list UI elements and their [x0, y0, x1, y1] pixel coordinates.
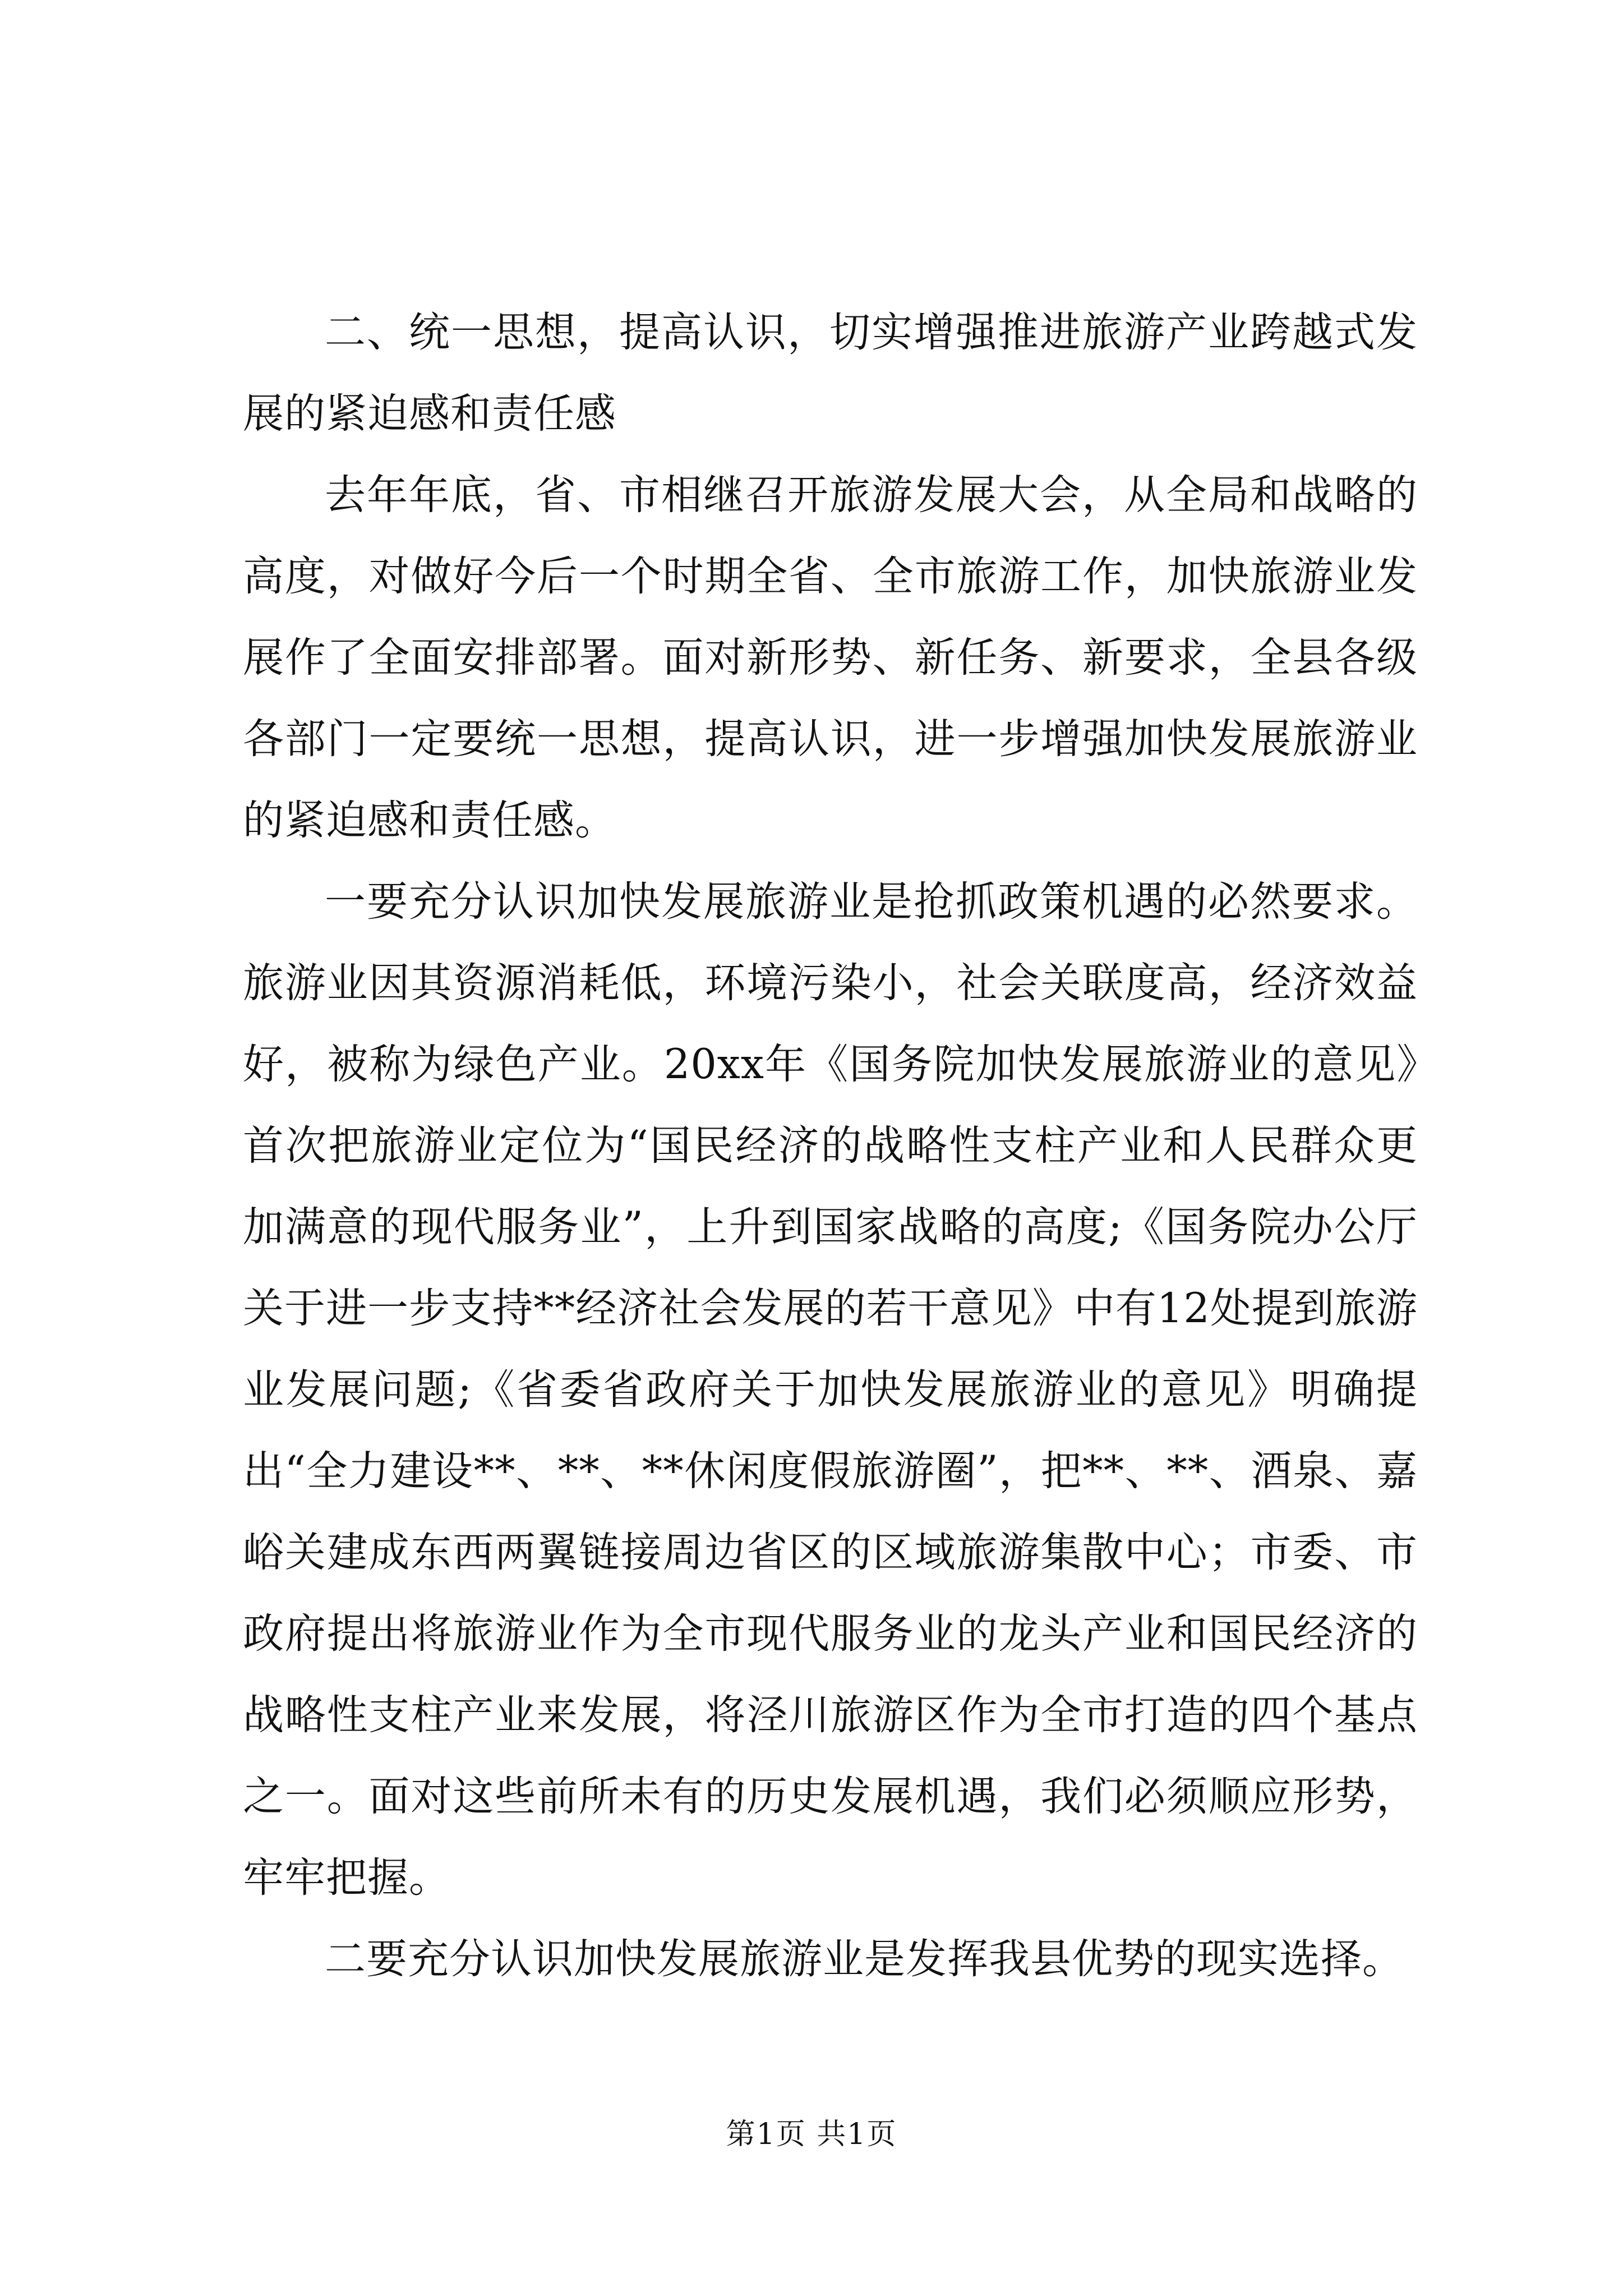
paragraph-background: 去年年底，省、市相继召开旅游发展大会，从全局和战略的高度，对做好今后一个时期全省、全市旅游工作，加快旅游业发展作了全面安排部署。面对新形势、新任务、新要求，全县各级各部门一定要统一思想，提高认识，进一步增强加快发展旅游业的紧迫感和责任感。: [243, 471, 1418, 844]
paragraph-point-two: 二要充分认识加快发展旅游业是发挥我县优势的现实选择。: [325, 1935, 1404, 1983]
document-body: [243, 292, 1418, 2000]
page-footer: 第1页 共1页: [726, 2118, 897, 2151]
paragraph-point-one: 一要充分认识加快发展旅游业是抢抓政策机遇的必然要求。旅游业因其资源消耗低，环境污染小，社会关联度高，经济效益好，被称为绿色产业。20xx年《国务院加快发展旅游业的意见》首次把旅游业定位为“国民经济的战略性支柱产业和人民群众更加满意的现代服务业”，上升到国家战略的高度;《国务院办公厅关于进一步支持**经济社会发展的若干意见》中有12处提到旅游业发展问题;《省委省政府关于加快发展旅游业的意见》明确提出“全力建设**、**、**休闲度假旅游圈”，把**、**、酒泉、嘉峪关建成东西两翼链接周边省区的区域旅游集散中心；市委、市政府提出将旅游业作为全市现代服务业的龙头产业和国民经济的战略性支柱产业来发展，将泾川旅游区作为全市打造的四个基点之一。面对这些前所未有的历史发展机遇，我们必须顺应形势，牢牢把握。: [243, 878, 1418, 1902]
section-heading: 二、统一思想，提高认识，切实增强推进旅游产业跨越式发展的紧迫感和责任感: [243, 309, 1418, 438]
